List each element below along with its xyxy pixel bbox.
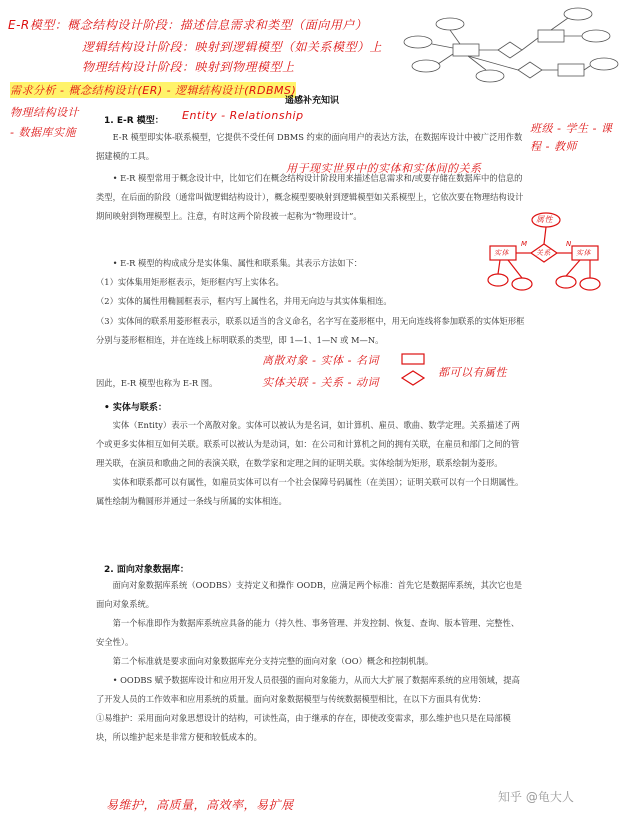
- note-physical-design: 物理结构设计阶段：映射到物理模型上: [82, 60, 295, 74]
- note-example: 班级 - 学生 - 课程 - 教师: [530, 122, 613, 153]
- sketch-m: M: [521, 240, 528, 248]
- section-oodb-heading: 2. 面向对象数据库：: [104, 565, 189, 575]
- er-summary: [96, 374, 256, 393]
- er-components: [96, 254, 466, 311]
- zhihu-watermark: 知乎 @龟大人: [498, 790, 574, 804]
- paragraph: 实体（Entity）表示一个离散对象。实体可以被认为是名词，如计算机、雇员、歌曲、数学定理。关系描述了两个或更多实体相互如何关联。联系可以被认为是动词，如：在公司和计算机之间的拥有关联，在雇员和部门之间的管理关联，在演员和歌曲之间的表演关联，在数学家和定理之间的证明关联。实体绘制为矩形，联系绘制为菱形。: [96, 420, 520, 468]
- page-title: 遥感补充知识: [285, 96, 340, 106]
- paragraph: 面向对象数据库系统（OODBS）支持定义和操作 OODB，应满足两个标准：首先它是数据库系统，其次它也是面向对象系统。: [96, 580, 523, 609]
- list-item: （3）实体间的联系用菱形框表示，联系以适当的含义命名，名字写在菱形框中，用无向连线将参加联系的实体矩形框分别与菱形框相连，并在连线上标明联系的类型，即 1—1、1—N 或 M—N。: [96, 316, 525, 345]
- note-logical-design: 逻辑结构设计阶段：映射到逻辑模型（如关系模型）上: [82, 40, 383, 54]
- entity-section-body: [96, 416, 526, 511]
- section-er-heading: 1. E-R 模型：: [104, 116, 164, 126]
- paragraph: ①易维护：采用面向对象思想设计的结构，可读性高，由于继承的存在，即使改变需求，那么维护也只是在局部模块，所以维护起来是非常方便和较低成本的。: [96, 713, 511, 742]
- paragraph: 因此，E-R 模型也称为 E-R 图。: [96, 378, 218, 388]
- note-attributes: 都可以有属性: [438, 366, 507, 379]
- paragraph: • E-R 模型的构成成分是实体集、属性和联系集。其表示方法如下：: [112, 258, 363, 268]
- sketch-n: N: [566, 240, 572, 248]
- note-shapes: [398, 352, 438, 388]
- paragraph: 实体和联系都可以有属性，如雇员实体可以有一个社会保障号码属性（在美国）；证明关联可以有一个日期属性。属性绘制为椭圆形并通过一条线与所属的实体相连。: [96, 477, 524, 506]
- paragraph: E-R 模型即实体-联系模型，它提供不受任何 DBMS 约束的面向用户的表达方法，在数据库设计中被广泛用作数据建模的工具。: [96, 132, 523, 161]
- note-db-impl: - 数据库实施: [10, 126, 76, 139]
- paragraph: • OODBS 赋予数据库设计和应用开发人员很强的面向对象能力，从而大大扩展了数据库系统的应用领域，提高了开发人员的工作效率和应用系统的质量。面向对象数据模型与传统数据模型相比，在以下方面具有优势：: [96, 675, 520, 704]
- sketch-entity-right: 实体: [576, 249, 591, 257]
- list-item: （2）实体的属性用椭圆框表示，框内写上属性名，并用无向边与其实体集相连。: [96, 296, 392, 306]
- list-item: （1）实体集用矩形框表示，矩形框内写上实体名。: [96, 277, 284, 287]
- paragraph: • E-R 模型常用于概念设计中，比如它们在概念结构设计阶段用来描述信息需求和/或要存储在数据库中的信息的类型，在后面的阶段（通常叫做逻辑结构设计），概念模型要映射到逻辑模型如关系模型上，它依次要在物理结构设计期间映射到物理模型上。注意，有时这两个阶段被一起称为“物理设计”。: [96, 173, 524, 221]
- note-real-world: 用于现实世界中的实体和实体间的关系: [286, 162, 482, 175]
- note-er-model: E-R模型：概念结构设计阶段：描述信息需求和类型（面向用户）: [8, 18, 368, 32]
- er-usage-body: [96, 169, 526, 226]
- note-physical: 物理结构设计: [10, 106, 79, 119]
- sketch-attr-label: 属性: [536, 215, 553, 224]
- section-entity-heading: • 实体与联系：: [104, 403, 167, 413]
- sketch-entity-left: 实体: [494, 249, 509, 257]
- note-entity-relationship: Entity - Relationship: [182, 109, 304, 122]
- note-advantages: 易维护，高质量，高效率，易扩展: [106, 798, 294, 812]
- er-relation-body: [96, 312, 526, 350]
- paragraph: 第二个标准就是要求面向对象数据库充分支持完整的面向对象（OO）概念和控制机制。: [112, 656, 434, 666]
- note-abstract-1: 离散对象 - 实体 - 名词: [262, 354, 379, 367]
- note-abstract-2: 实体关联 - 关系 - 动词: [262, 376, 379, 389]
- er-diagram-thumbnail: [398, 4, 618, 84]
- note-design-flow: 需求分析 - 概念结构设计(ER) - 逻辑结构设计(RDBMS): [10, 84, 297, 97]
- paragraph: 第一个标准即作为数据库系统应具备的能力（持久性、事务管理、并发控制、恢复、查询、版本管理、完整性、安全性）。: [96, 618, 520, 647]
- oodb-section-body: [96, 576, 526, 747]
- sketch-relation: 关系: [536, 249, 551, 257]
